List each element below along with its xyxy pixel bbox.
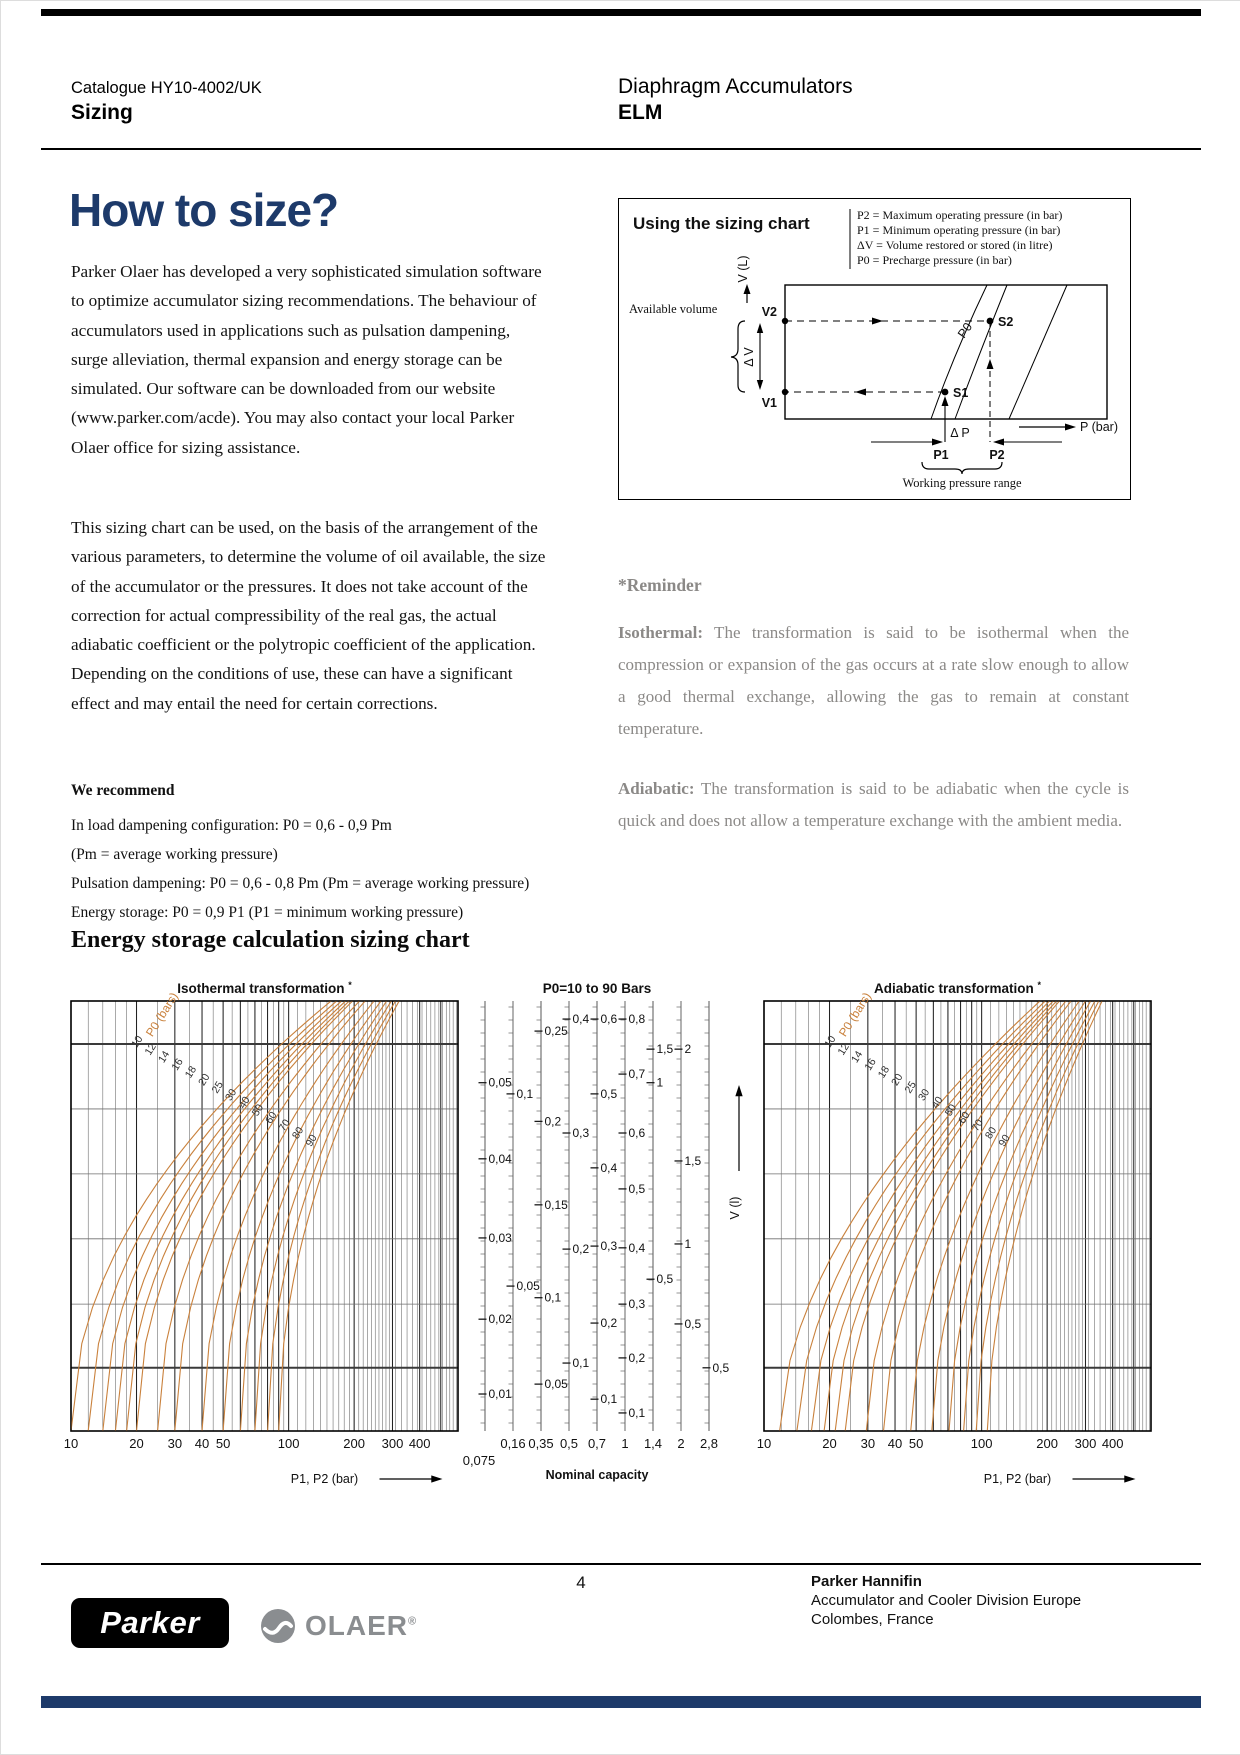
capacity-label: 0,5 <box>559 1436 579 1451</box>
sizing-box-title: Using the sizing chart <box>633 214 810 233</box>
olaer-logo-text: OLAER® <box>305 1610 418 1641</box>
registered-mark: ® <box>408 1615 418 1628</box>
p0-curve-value-label: 12 <box>835 1041 852 1058</box>
v-axis-arrowhead <box>744 284 751 294</box>
reminder-isothermal <box>618 617 1129 745</box>
nomogram-tick-label: 1,5 <box>656 1042 674 1057</box>
x-tick-label: 40 <box>887 1436 903 1451</box>
v1-point <box>782 389 788 395</box>
capacity-label: 1,4 <box>643 1436 663 1451</box>
header-rule <box>41 148 1201 150</box>
nomogram-tick-label: 1,5 <box>684 1153 702 1168</box>
s2-label: S2 <box>998 315 1014 329</box>
footer-city: Colombes, France <box>811 1611 934 1628</box>
nomogram-tick-label: 0,6 <box>600 1012 618 1027</box>
legend-line-p1: P1 = Minimum operating pressure (in bar) <box>857 223 1061 237</box>
center-title: P0=10 to 90 Bars <box>542 981 652 996</box>
recommend-line: (Pm = average working pressure) <box>71 846 278 863</box>
nomogram-tick-label: 0,05 <box>544 1377 568 1392</box>
capacity-label: 0,35 <box>528 1436 554 1451</box>
nomogram-tick-label: 0,1 <box>572 1356 590 1371</box>
x-tick-label: 400 <box>408 1436 431 1451</box>
x-tick-label: 100 <box>277 1436 300 1451</box>
x-tick-label: 50 <box>908 1436 924 1451</box>
nomogram-tick-label: 0,3 <box>572 1126 590 1141</box>
capacity-label: 0,16 <box>500 1436 526 1451</box>
bottom-accent-bar <box>41 1696 1201 1708</box>
x-tick-label: 400 <box>1101 1436 1124 1451</box>
legend-line-dv: ΔV = Volume restored or stored (in litre) <box>857 238 1053 252</box>
p0-curve-value-label: 25 <box>902 1079 919 1096</box>
p0-curve-value-label: 60 <box>956 1109 973 1126</box>
top-rule <box>41 9 1201 16</box>
page-title: How to size? <box>69 184 339 236</box>
recommend-line: In load dampening configuration: P0 = 0,6 - 0,9 Pm <box>71 817 392 834</box>
catalogue-ref: Catalogue HY10-4002/UK <box>71 79 262 97</box>
x-tick-label: 200 <box>343 1436 366 1451</box>
nomogram-tick-label: 0,05 <box>516 1279 540 1294</box>
dv-arrowhead-down <box>757 380 763 390</box>
nomogram-tick-label: 1 <box>684 1236 692 1251</box>
capacity-label: 0,075 <box>462 1453 496 1468</box>
p0-curve-value-label: 12 <box>142 1041 159 1058</box>
p0-curve-value-label: 18 <box>875 1064 893 1081</box>
s1-point <box>942 389 949 396</box>
dv-label: Δ V <box>742 347 756 367</box>
intro-paragraph-1: Parker Olaer has developed a very sophisticated simulation software to optimize accumulator sizing recommendations. The behaviour of accumulators used in applications such as pulsation dampening, surge alleviation, thermal expansion and energy storage can be simulated. Our software can be downloaded from our website (www.parker.com/acde). You may also contact your local Parker Olaer office for sizing assistance. <box>71 262 542 457</box>
pressure-range-brace <box>922 462 1002 474</box>
p0-curve-value-label: 30 <box>222 1086 240 1104</box>
nomogram-tick-label: 0,5 <box>600 1086 618 1101</box>
nomogram-tick-label: 0,6 <box>628 1126 646 1141</box>
nomogram-tick-label: 0,4 <box>628 1240 646 1255</box>
footer-division: Accumulator and Cooler Division Europe <box>811 1592 1082 1609</box>
recommend-line: Energy storage: P0 = 0,9 P1 (P1 = minimum working pressure) <box>71 904 464 921</box>
working-pressure-range-label: Working pressure range <box>902 476 1022 490</box>
p0-curve-value-label: 25 <box>209 1079 226 1096</box>
nomogram-tick-label: 0,4 <box>600 1160 618 1175</box>
dp-label: Δ P <box>950 426 970 440</box>
nomogram-tick-label: 0,3 <box>600 1239 618 1254</box>
legend-line-p0: P0 = Precharge pressure (in bar) <box>857 253 1012 267</box>
p0-curve-value-label: 40 <box>236 1094 253 1111</box>
recommend-heading: We recommend <box>71 782 175 799</box>
dp-left-arrowhead <box>932 439 943 446</box>
x-tick-label: 10 <box>756 1436 772 1451</box>
model-title: ELM <box>618 101 663 124</box>
p0-curve-value-label: 90 <box>303 1132 320 1149</box>
isobar-curve-3 <box>1009 285 1067 419</box>
volume-axis-label: V (l) <box>728 1196 742 1220</box>
s1-label: S1 <box>953 386 969 400</box>
chart-heading: Energy storage calculation sizing chart <box>71 927 470 953</box>
p0-curve-value-label: 10 <box>129 1033 146 1050</box>
nomogram-tick-label: 0,02 <box>488 1312 512 1327</box>
p0-curve-value-label: 16 <box>862 1056 879 1073</box>
p-axis-label: P (bar) <box>1080 420 1118 434</box>
nomogram-tick-label: 0,1 <box>628 1405 646 1420</box>
page-number: 4 <box>576 1573 586 1592</box>
p0-curve-value-label: 80 <box>982 1124 1000 1142</box>
product-title: Diaphragm Accumulators <box>618 75 853 98</box>
p0-curve-label: P0 <box>954 320 976 341</box>
p1-label: P1 <box>933 448 949 462</box>
nomogram-tick-label: 0,03 <box>488 1230 512 1245</box>
x-tick-label: 300 <box>381 1436 404 1451</box>
x-tick-label: 50 <box>215 1436 231 1451</box>
nomogram-tick-label: 0,2 <box>572 1242 590 1257</box>
p0-curve-value-label: 70 <box>969 1117 986 1134</box>
nomogram-tick-label: 0,8 <box>628 1012 646 1027</box>
nomogram-tick-label: 0,2 <box>600 1316 618 1331</box>
p0-curve-value-label: 18 <box>182 1064 200 1081</box>
nominal-capacity-label: Nominal capacity <box>545 1468 649 1482</box>
x-tick-label: 30 <box>167 1436 183 1451</box>
v1-line-arrowhead <box>855 389 866 396</box>
x-tick-label: 40 <box>194 1436 210 1451</box>
x-tick-label: 100 <box>970 1436 993 1451</box>
recommend-line: Pulsation dampening: P0 = 0,6 - 0,8 Pm (Pm = average working pressure) <box>71 875 530 892</box>
nomogram-tick-label: 0,5 <box>656 1272 674 1287</box>
isothermal-panel <box>64 976 458 1486</box>
footer-company-block <box>811 1572 1081 1629</box>
adiabatic-title: Adiabatic transformation * <box>873 980 1042 996</box>
p0-curve-value-label: 14 <box>848 1048 866 1066</box>
olaer-logo <box>259 1607 417 1645</box>
intro-paragraph-2: This sizing chart can be used, on the basis of the arrangement of the various parameters, to determine the volume of oil available, the size of the accumulator or the pressures. It does not take account of the correction for actual compressibility of the real gas, the actual adiabatic coefficient or the polytropic coefficient of the application. Depending on the conditions of use, these can have a significant effect and may entail the need for certain corrections. <box>71 518 546 713</box>
x-tick-label: 10 <box>63 1436 79 1451</box>
nomogram-tick-label: 0,2 <box>544 1114 562 1129</box>
nomogram-tick-label: 0,3 <box>628 1297 646 1312</box>
nomogram-tick-label: 0,05 <box>488 1075 512 1090</box>
isothermal-text: The transformation is said to be isothermal when the compression or expansion of the gas occurs at a rate slow enough to allow a good thermal exchange, allowing the gas to remain at constant temperature. <box>618 623 1129 738</box>
nomogram-tick-label: 0,4 <box>572 1012 590 1027</box>
nomogram-tick-label: 0,7 <box>628 1067 646 1082</box>
v2-line-arrowhead <box>872 318 883 325</box>
v2-point <box>782 318 788 324</box>
isothermal-title: Isothermal transformation * <box>177 980 352 996</box>
footer-company: Parker Hannifin <box>811 1573 922 1590</box>
p0-curve-value-label: 30 <box>915 1086 933 1104</box>
p0-curve-value-label: 70 <box>276 1117 293 1134</box>
dv-arrowhead-up <box>757 323 763 333</box>
section-title: Sizing <box>71 101 133 124</box>
v2-label: V2 <box>761 305 777 319</box>
adiabatic-panel <box>757 976 1151 1486</box>
x-tick-label: 20 <box>129 1436 144 1451</box>
p0-curve-value-label: 20 <box>889 1071 906 1088</box>
nomogram-tick-label: 0,04 <box>488 1151 512 1166</box>
isothermal-term: Isothermal: <box>618 623 703 642</box>
p0-curve-value-label: 50 <box>942 1102 960 1119</box>
p0-curve-value-label: 20 <box>196 1071 213 1088</box>
capacity-label: 2 <box>677 1436 685 1451</box>
v1-label: V1 <box>761 396 777 410</box>
sizing-box-diagram <box>619 199 1130 499</box>
x-axis-label: P1, P2 (bar) <box>983 1472 1052 1486</box>
p1-riser-arrowhead <box>942 396 949 406</box>
v-axis-label: V (L) <box>736 255 750 283</box>
legend-line-p2: P2 = Maximum operating pressure (in bar) <box>857 208 1063 222</box>
dp-right-arrowhead <box>993 439 1004 446</box>
p0-group-label: P0 (bars) <box>835 989 874 1040</box>
nomogram-tick-label: 0,1 <box>600 1392 618 1407</box>
nomogram-tick-label: 0,25 <box>544 1024 568 1039</box>
p0-group-label: P0 (bars) <box>142 989 181 1040</box>
p-axis-arrowhead <box>1065 424 1076 431</box>
s2-point <box>987 318 994 325</box>
parker-logo-text: Parker <box>100 1605 200 1640</box>
x-tick-label: 200 <box>1036 1436 1059 1451</box>
olaer-icon <box>259 1607 297 1645</box>
p0-curve-value-label: 10 <box>822 1033 839 1050</box>
p0-curve-value-label: 60 <box>263 1109 280 1126</box>
energy-storage-sizing-chart <box>1 976 1240 1501</box>
nomogram-tick-label: 2 <box>684 1042 692 1057</box>
nomogram-tick-label: 0,5 <box>684 1316 702 1331</box>
x-tick-label: 30 <box>860 1436 876 1451</box>
p0-curve-value-label: 90 <box>996 1132 1013 1149</box>
nomogram-tick-label: 0,01 <box>488 1387 512 1402</box>
p2-riser-arrowhead <box>987 359 994 369</box>
footer-rule <box>41 1563 1201 1565</box>
nomogram-tick-label: 0,1 <box>544 1290 562 1305</box>
parker-logo <box>71 1598 229 1648</box>
p0-curve-value-label: 14 <box>155 1048 173 1066</box>
adiabatic-text: The transformation is said to be adiabatic when the cycle is quick and does not allow a temperature exchange with the ambient media. <box>618 779 1129 830</box>
p0-curve-value-label: 40 <box>929 1094 946 1111</box>
capacity-label: 2,8 <box>699 1436 719 1451</box>
nomogram-tick-label: 0,5 <box>628 1181 646 1196</box>
nomogram-tick-label: 0,1 <box>516 1086 534 1101</box>
reminder-heading: *Reminder <box>618 575 702 595</box>
reminder-adiabatic <box>618 773 1129 837</box>
available-volume-label: Available volume <box>629 302 718 316</box>
x-axis-label: P1, P2 (bar) <box>290 1472 359 1486</box>
x-tick-label: 300 <box>1074 1436 1097 1451</box>
x-tick-label: 20 <box>822 1436 837 1451</box>
nomogram-tick-label: 0,15 <box>544 1197 568 1212</box>
nomogram-center <box>463 981 743 1482</box>
nomogram-tick-label: 0,2 <box>628 1350 646 1365</box>
capacity-label: 0,7 <box>587 1436 607 1451</box>
sizing-chart-box <box>618 198 1131 500</box>
p0-curve-value-label: 50 <box>249 1102 267 1119</box>
capacity-label: 1 <box>621 1436 629 1451</box>
recommend-lines <box>71 811 591 927</box>
p2-label: P2 <box>989 448 1005 462</box>
nomogram-tick-label: 1 <box>656 1075 664 1090</box>
adiabatic-term: Adiabatic: <box>618 779 695 798</box>
nomogram-tick-label: 0,5 <box>712 1360 730 1375</box>
p0-curve-value-label: 16 <box>169 1056 186 1073</box>
p0-curve-value-label: 80 <box>289 1124 307 1142</box>
